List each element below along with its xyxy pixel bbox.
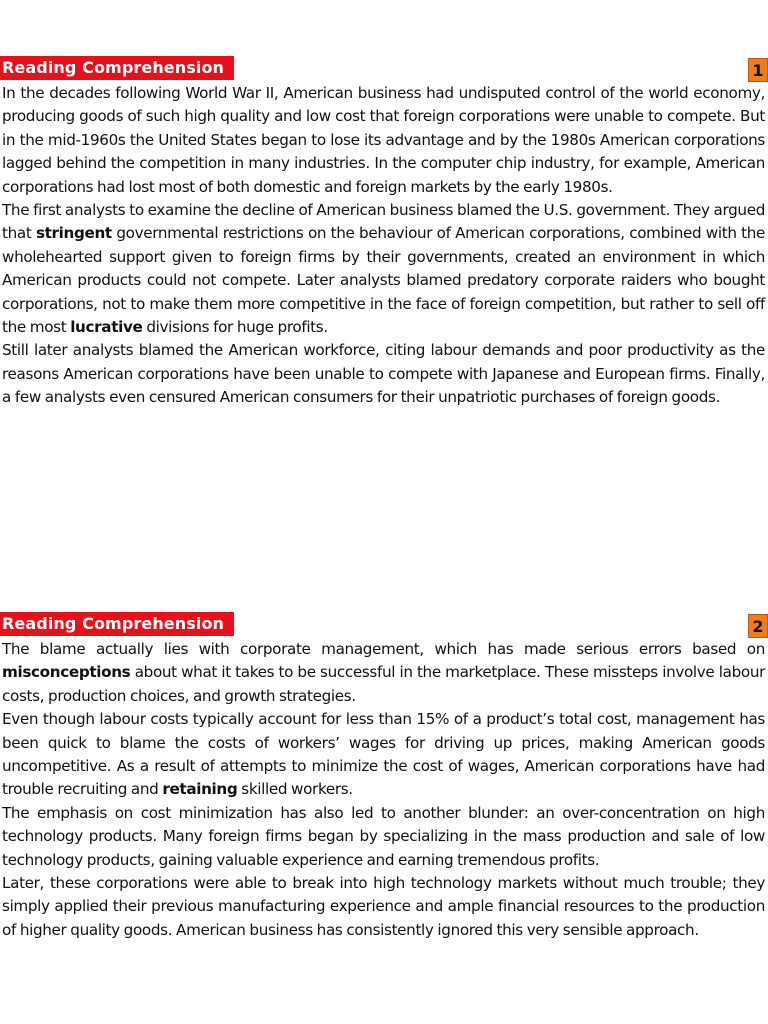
- page-number-badge: 1: [748, 58, 768, 82]
- text-run: Later, these corporations were able to break into high technology markets without much trouble; they simply applied their previous manufacturing experience and ample financial resources to the production of higher quality goods. American business has consistently ignored this very sensible approach.: [2, 874, 765, 939]
- paragraph: [2, 199, 765, 339]
- paragraph: [2, 872, 765, 942]
- text-run: The emphasis on cost minimization has also led to another blunder: an over-concentration on high technology products. Many foreign firms began by specializing in the mass production and sale of low technology products, gaining valuable experience and earning tremendous profits.: [2, 803, 765, 869]
- text-run: The first analysts to examine the decline of American business blamed the U.S. government. They argued that: [2, 201, 765, 243]
- text-run: governmental restrictions on the behaviour of American corporations, combined with the wholehearted support given to foreign firms by their governments, created an environment in which American products could not compete. Later analysts blamed predatory corporate raiders who bought corporations, not to make them more competitive in the face of foreign competition, but rather to sell off the most: [2, 224, 765, 337]
- text-run: The blame actually lies with corporate management, which has made serious errors based on: [2, 640, 765, 658]
- paragraph: [2, 708, 765, 802]
- section-title: Reading Comprehension: [0, 56, 234, 80]
- text-run: Still later analysts blamed the American workforce, citing labour demands and poor productivity as the reasons American corporations have been unable to compete with Japanese and European firms. Finally, a few analysts even censured American consumers for their unpatriotic purchases of foreign goods.: [2, 341, 765, 407]
- text-run: In the decades following World War II, American business had undisputed control of the world economy, producing goods of such high quality and low cost that foreign corporations were unable to compete. But in the mid-1960s the United States began to lose its advantage and by the 1980s American corporations lagged behind the competition in many industries. In the computer chip industry, for example, American corporations had lost most of both domestic and foreign markets by the early 1980s.: [2, 84, 765, 196]
- bold-keyword: stringent: [35, 224, 112, 243]
- passage-body: [0, 82, 765, 410]
- section-header: [0, 612, 768, 638]
- reading-section-1: [0, 56, 768, 410]
- text-run: divisions for huge profits.: [142, 318, 328, 337]
- bold-keyword: misconceptions: [2, 663, 131, 682]
- paragraph: [2, 802, 765, 872]
- page-number-badge: 2: [748, 614, 768, 638]
- bold-keyword: retaining: [162, 780, 238, 799]
- passage-body: [0, 638, 765, 942]
- section-header: [0, 56, 768, 82]
- bold-keyword: lucrative: [70, 318, 143, 337]
- text-run: Even though labour costs typically account for less than 15% of a product’s total cost, management has been quick to blame the costs of workers’ wages for driving up prices, making American goods uncompetitive. As a result of attempts to minimize the cost of wages, American corporations have had trouble recruiting and: [2, 710, 765, 799]
- reading-section-2: [0, 612, 768, 942]
- text-run: about what it takes to be successful in the marketplace. These missteps involve labour costs, production choices, and growth strategies.: [2, 663, 765, 705]
- paragraph: [2, 339, 765, 409]
- text-run: skilled workers.: [237, 780, 353, 799]
- section-title: Reading Comprehension: [0, 612, 234, 636]
- paragraph: [2, 638, 765, 708]
- paragraph: [2, 82, 765, 199]
